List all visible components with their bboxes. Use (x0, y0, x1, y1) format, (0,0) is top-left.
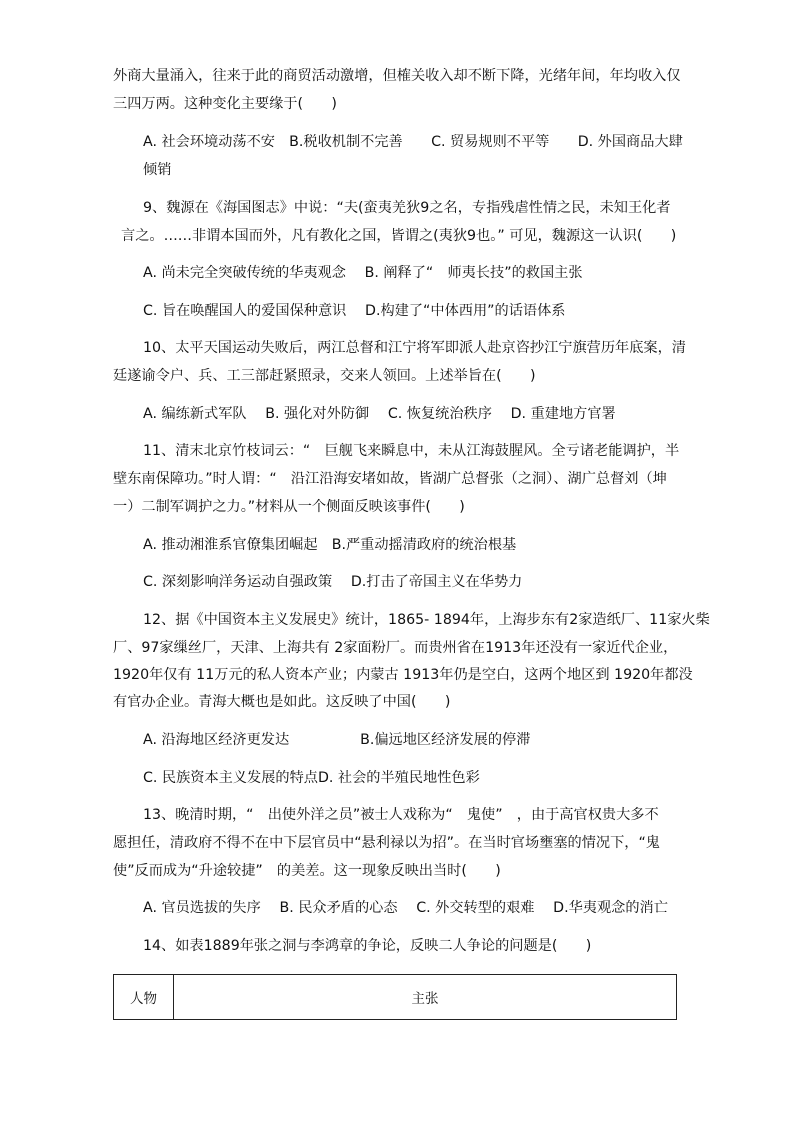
table-header-claim: 主张 (411, 991, 439, 1007)
option-line: 倾销 (143, 162, 172, 178)
question-13: 13、晚清时期，“ 出使外洋之员”被士人戏称为“ 鬼使” ，由于高官权贵大多不 (143, 807, 659, 823)
option-line: A. 推动湘淮系官僚集团崛起 B.严重动摇清政府的统治根基 (143, 537, 517, 553)
text-line: 壁东南保障功。”时人谓：“ 沿江沿海安堵如故，皆湖广总督张（之洞）、湖广总督刘（坤 (113, 471, 667, 487)
text-line: 愿担任，清政府不得不在中下层官员中“悬利禄以为招”。在当时官场壅塞的情况下，“鬼 (113, 835, 660, 851)
option-line: A. 官员选拔的失序 B. 民众矛盾的心态 C. 外交转型的艰难 D.华夷观念的消亡 (143, 900, 668, 916)
text-line: 三四万两。这种变化主要缘于( ) (113, 96, 337, 112)
text-line: 一）二制军调护之力。”材料从一个侧面反映该事件( ) (113, 499, 465, 515)
text-line: 外商大量涌入，往来于此的商贸活动激增，但榷关收入却不断下降，光绪年间，年均收入仅 (113, 68, 681, 84)
text-line: 言之。……非谓本国而外，凡有教化之国，皆谓之(夷狄9也。” 可见，魏源这一认识( ) (121, 228, 677, 244)
question-12: 12、据《中国资本主义发展史》统计，1865- 1894年，上海步东有2家造纸厂、11家火柴 (143, 612, 710, 628)
option-line: A. 编练新式军队 B. 强化对外防御 C. 恢复统治秩序 D. 重建地方官署 (143, 406, 616, 422)
question-11: 11、清末北京竹枝词云：“ 巨舰飞来瞬息中，未从江海鼓腥风。全亏诸老能调护，半 (143, 443, 680, 459)
comparison-table (113, 974, 677, 1020)
text-line: 有官办企业。青海大概也是如此。这反映了中国( ) (113, 694, 451, 710)
text-line: 廷遂谕令户、兵、工三部赶紧照录，交来人领回。上述举旨在( ) (113, 368, 536, 384)
option-line: C. 旨在唤醒国人的爱国保种意识 D.构建了“中体西用”的话语体系 (143, 303, 566, 319)
text-line: 使”反而成为“升途较捷” 的美差。这一现象反映出当时( ) (113, 863, 501, 879)
table-header-person: 人物 (130, 991, 157, 1007)
text-line: 厂、97家缫丝厂，天津、上海共有 2家面粉厂。而贵州省在1913年还没有一家近代企业， (113, 640, 678, 656)
option-line: A. 社会环境动荡不安 B.税收机制不完善 C. 贸易规则不平等 D. 外国商品大肆 (143, 134, 683, 150)
option-line: A. 尚未完全突破传统的华夷观念 B. 阐释了“ 师夷长技”的救国主张 (143, 265, 583, 281)
option-line: C. 深刻影响洋务运动自强政策 D.打击了帝国主义在华势力 (143, 574, 523, 590)
question-9: 9、魏源在《海国图志》中说：“夫(蛮夷羌狄9之名，专指残虐性情之民，未知王化者 (143, 200, 671, 216)
option-line: C. 民族资本主义发展的特点D. 社会的半殖民地性色彩 (143, 770, 480, 786)
question-14: 14、如表1889年张之洞与李鸿章的争论，反映二人争论的问题是( ) (143, 938, 592, 954)
question-10: 10、太平天国运动失败后，两江总督和江宁将军即派人赴京咨抄江宁旗营历年底案，清 (143, 340, 686, 356)
option-line: A. 沿海地区经济更发达 B.偏远地区经济发展的停滞 (143, 732, 531, 748)
text-line: 1920年仅有 11万元的私人资本产业；内蒙古 1913年仍是空白，这两个地区到 1920年都没 (113, 667, 693, 683)
